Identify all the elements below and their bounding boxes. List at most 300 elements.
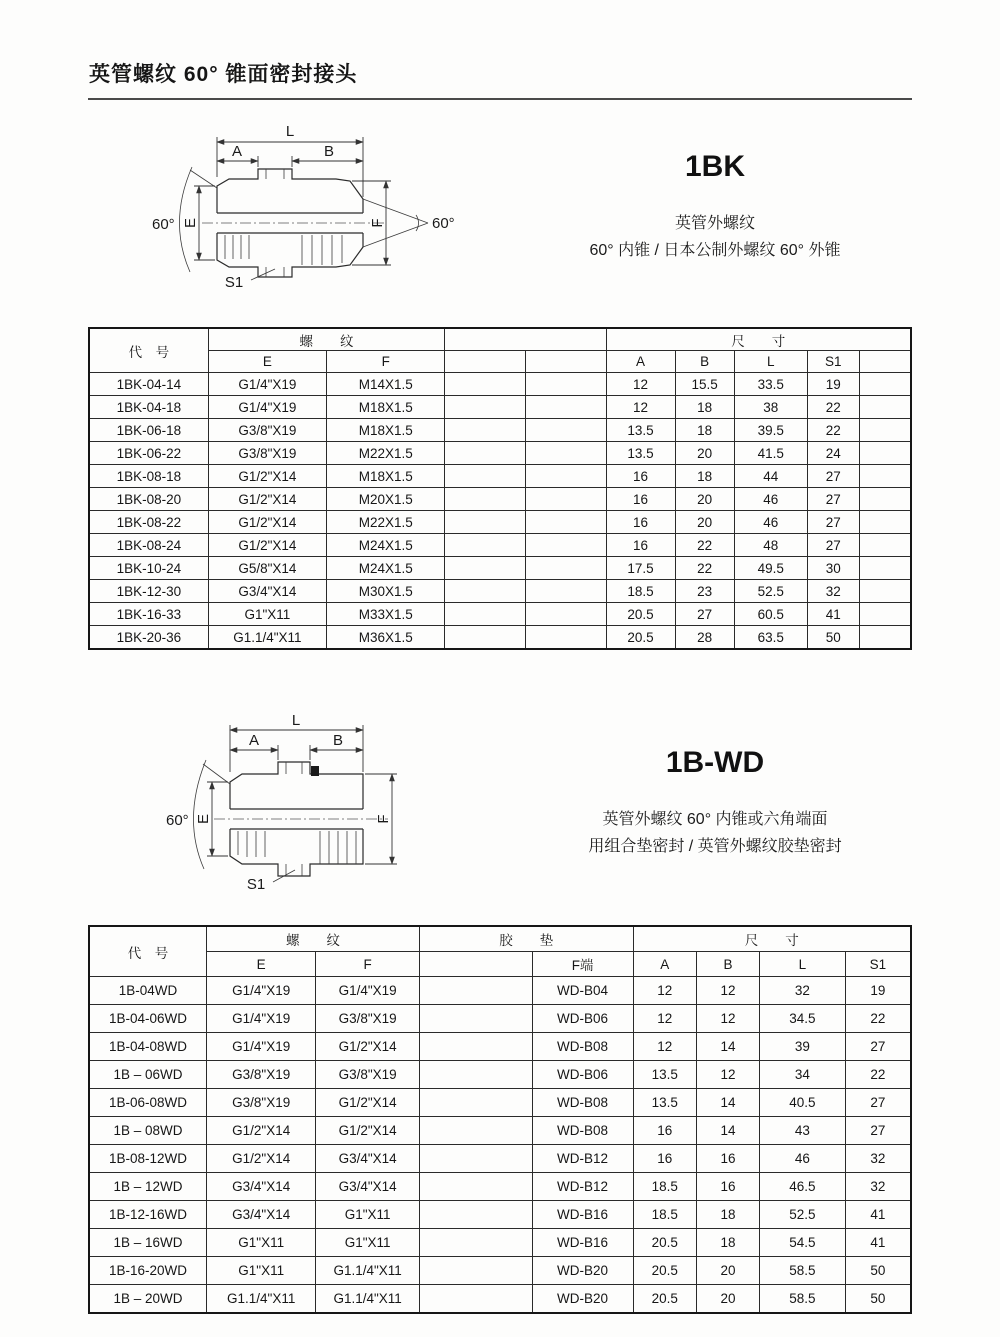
fitting-diagram-1b-wd: [88, 710, 518, 909]
table-row: [89, 373, 911, 396]
table-row: [89, 419, 911, 442]
table-row: [89, 557, 911, 580]
table-cell: 1BK-08-22: [89, 511, 208, 534]
table-cell: 40.5: [760, 1089, 845, 1117]
table-cell: WD-B06: [532, 1061, 633, 1089]
table-cell: M33X1.5: [327, 603, 445, 626]
table-cell: G1/2"X14: [208, 534, 326, 557]
table-cell: 13.5: [633, 1089, 696, 1117]
table-cell: 27: [807, 511, 859, 534]
table-cell: G1/2"X14: [208, 465, 326, 488]
spec-table-1b-wd: [88, 925, 912, 1314]
table-cell: 16: [606, 465, 675, 488]
table-cell: 18: [675, 465, 734, 488]
table-cell: 16: [606, 488, 675, 511]
table-cell: 52.5: [760, 1201, 845, 1229]
table-cell: 1B-12-16WD: [89, 1201, 207, 1229]
table-cell: 1BK-08-18: [89, 465, 208, 488]
table-cell: 41: [845, 1201, 911, 1229]
table-cell: G1/2"X14: [207, 1145, 316, 1173]
table-cell: [859, 419, 911, 442]
table-cell: 41: [807, 603, 859, 626]
table-row: [89, 977, 911, 1005]
table-cell: 18.5: [606, 580, 675, 603]
table-row: [89, 1173, 911, 1201]
dim-a-label: A: [231, 143, 243, 160]
table-cell: [445, 603, 526, 626]
table-cell: [445, 511, 526, 534]
table-cell: [859, 373, 911, 396]
table-cell: [419, 1257, 532, 1285]
table-cell: [859, 465, 911, 488]
section-1b-wd: [88, 710, 912, 1314]
seal-ring-icon: [311, 766, 319, 776]
section-1bk: [88, 114, 912, 650]
table-sub-header-row: [89, 351, 911, 373]
table-cell: 1BK-04-18: [89, 396, 208, 419]
table-cell: 20: [696, 1257, 759, 1285]
table-cell: 22: [807, 419, 859, 442]
table-cell: 12: [696, 1061, 759, 1089]
table-cell: WD-B20: [532, 1285, 633, 1314]
table-cell: M30X1.5: [327, 580, 445, 603]
col-header-f-end: F端: [532, 952, 633, 977]
table-cell: 32: [760, 977, 845, 1005]
table-cell: G1/4"X19: [208, 373, 326, 396]
table-cell: 1B – 12WD: [89, 1173, 207, 1201]
col-header-blank2: [525, 351, 606, 373]
table-cell: 50: [845, 1257, 911, 1285]
table-cell: 49.5: [734, 557, 807, 580]
col-group-dims: 尺 寸: [633, 926, 911, 952]
table-cell: G3/8"X19: [208, 442, 326, 465]
table-cell: 13.5: [606, 419, 675, 442]
table-cell: 41.5: [734, 442, 807, 465]
table-cell: 48: [734, 534, 807, 557]
dim-s1-label: S1: [246, 876, 266, 893]
table-row: [89, 1201, 911, 1229]
table-cell: 22: [845, 1005, 911, 1033]
table-cell: 1BK-06-18: [89, 419, 208, 442]
table-cell: 27: [807, 465, 859, 488]
angle-left-label: 60°: [152, 216, 175, 233]
table-cell: M20X1.5: [327, 488, 445, 511]
table-row: [89, 1061, 911, 1089]
col-header-l: L: [760, 952, 845, 977]
col-header-s1: S1: [845, 952, 911, 977]
table-cell: G3/4"X14: [207, 1201, 316, 1229]
table-cell: G1/2"X14: [316, 1089, 420, 1117]
table-cell: 15.5: [675, 373, 734, 396]
table-cell: 27: [845, 1033, 911, 1061]
model-code-1bk: 1BK: [684, 150, 745, 183]
col-header-b: B: [696, 952, 759, 977]
table-cell: 1B – 08WD: [89, 1117, 207, 1145]
table-cell: [419, 1201, 532, 1229]
fitting-drawing-icon: [132, 120, 472, 306]
table-cell: 20.5: [606, 603, 675, 626]
table-cell: [525, 511, 606, 534]
table-cell: M22X1.5: [327, 511, 445, 534]
table-cell: 22: [845, 1061, 911, 1089]
table-cell: 16: [696, 1145, 759, 1173]
spec-table-1bk: [88, 327, 912, 650]
col-header-blank1: [445, 351, 526, 373]
table-cell: G1"X11: [207, 1257, 316, 1285]
table-cell: 16: [606, 511, 675, 534]
model-desc-line1: 英管外螺纹 60° 内锥或六角端面: [602, 811, 828, 828]
table-cell: [525, 603, 606, 626]
section-1b-wd-top: [88, 710, 912, 909]
table-cell: 19: [845, 977, 911, 1005]
table-cell: 46: [734, 511, 807, 534]
table-cell: [525, 442, 606, 465]
catalog-page: [88, 0, 912, 1314]
table-cell: 1B-04WD: [89, 977, 207, 1005]
table-cell: [525, 419, 606, 442]
table-cell: M18X1.5: [327, 396, 445, 419]
table-row: [89, 1145, 911, 1173]
table-cell: 63.5: [734, 626, 807, 650]
table-cell: M24X1.5: [327, 557, 445, 580]
table-row: [89, 396, 911, 419]
table-cell: 14: [696, 1117, 759, 1145]
table-cell: 50: [807, 626, 859, 650]
table-cell: [445, 465, 526, 488]
table-sub-header-row: [89, 952, 911, 977]
model-desc-line2: 用组合垫密封 / 英管外螺纹胶垫密封: [588, 838, 842, 856]
table-cell: WD-B08: [532, 1089, 633, 1117]
table-cell: [525, 488, 606, 511]
table-cell: 20: [675, 511, 734, 534]
table-row: [89, 488, 911, 511]
table-cell: [859, 511, 911, 534]
table-cell: M22X1.5: [327, 442, 445, 465]
table-cell: [445, 419, 526, 442]
table-cell: 18: [696, 1229, 759, 1257]
table-cell: 16: [606, 534, 675, 557]
table-cell: [859, 580, 911, 603]
table-cell: [419, 1173, 532, 1201]
table-cell: [445, 442, 526, 465]
table-cell: 41: [845, 1229, 911, 1257]
table-cell: G5/8"X14: [208, 557, 326, 580]
table-cell: 1BK-10-24: [89, 557, 208, 580]
col-header-f: F: [327, 351, 445, 373]
table-cell: G1.1/4"X11: [316, 1285, 420, 1314]
table-cell: 38: [734, 396, 807, 419]
section-1bk-info: [518, 114, 912, 264]
table-cell: 12: [606, 373, 675, 396]
table-row: [89, 1257, 911, 1285]
table-cell: G1.1/4"X11: [316, 1257, 420, 1285]
table-cell: 39.5: [734, 419, 807, 442]
table-cell: 12: [633, 1033, 696, 1061]
fitting-diagram-1bk: [88, 114, 518, 311]
table-cell: G3/8"X19: [316, 1005, 420, 1033]
table-cell: [525, 626, 606, 650]
table-cell: 1B-04-08WD: [89, 1033, 207, 1061]
table-cell: [419, 1117, 532, 1145]
table-row: [89, 511, 911, 534]
table-cell: WD-B12: [532, 1173, 633, 1201]
table-cell: 60.5: [734, 603, 807, 626]
table-cell: 1BK-04-14: [89, 373, 208, 396]
table-cell: WD-B06: [532, 1005, 633, 1033]
dim-f-label: F: [375, 814, 392, 824]
table-cell: 44: [734, 465, 807, 488]
table-cell: [445, 534, 526, 557]
table-cell: G3/8"X19: [207, 1089, 316, 1117]
model-desc-line1: 英管外螺纹: [674, 215, 755, 232]
table-cell: 18.5: [633, 1201, 696, 1229]
table-cell: WD-B08: [532, 1033, 633, 1061]
table-cell: 34: [760, 1061, 845, 1089]
table-cell: [445, 557, 526, 580]
col-header-l: L: [734, 351, 807, 373]
dim-b-label: B: [332, 732, 344, 749]
table-cell: 14: [696, 1089, 759, 1117]
table-cell: G1/4"X19: [208, 396, 326, 419]
table-cell: 22: [807, 396, 859, 419]
table-cell: WD-B16: [532, 1229, 633, 1257]
table-cell: [419, 1061, 532, 1089]
col-group-seal: 胶 垫: [419, 926, 633, 952]
table-cell: 16: [633, 1145, 696, 1173]
table-cell: 18: [675, 419, 734, 442]
table-cell: WD-B04: [532, 977, 633, 1005]
dim-f-label: F: [369, 218, 386, 228]
table-row: [89, 534, 911, 557]
table-cell: 12: [696, 977, 759, 1005]
table-row: [89, 603, 911, 626]
table-cell: 46: [734, 488, 807, 511]
table-cell: 34.5: [760, 1005, 845, 1033]
col-header-code: 代 号: [89, 926, 207, 977]
table-cell: G1"X11: [207, 1229, 316, 1257]
table-row: [89, 1285, 911, 1314]
table-cell: 1B – 20WD: [89, 1285, 207, 1314]
table-cell: G1/4"X19: [207, 977, 316, 1005]
table-cell: WD-B08: [532, 1117, 633, 1145]
table-cell: 24: [807, 442, 859, 465]
table-cell: G1/2"X14: [316, 1033, 420, 1061]
col-header-b: B: [675, 351, 734, 373]
table-cell: G1/4"X19: [316, 977, 420, 1005]
col-group-blank: [445, 328, 606, 351]
table-cell: M24X1.5: [327, 534, 445, 557]
table-cell: M18X1.5: [327, 419, 445, 442]
table-cell: WD-B16: [532, 1201, 633, 1229]
table-cell: 20.5: [633, 1229, 696, 1257]
table-group-header-row: [89, 328, 911, 351]
table-cell: 16: [696, 1173, 759, 1201]
col-group-thread: 螺 纹: [208, 328, 445, 351]
table-cell: 1B-08-12WD: [89, 1145, 207, 1173]
table-cell: [445, 488, 526, 511]
table-cell: 13.5: [633, 1061, 696, 1089]
table-cell: [859, 396, 911, 419]
section-1bk-top: [88, 114, 912, 311]
table-cell: G3/8"X19: [208, 419, 326, 442]
table-cell: G1.1/4"X11: [207, 1285, 316, 1314]
table-cell: [419, 977, 532, 1005]
table-row: [89, 580, 911, 603]
table-cell: G3/4"X14: [207, 1173, 316, 1201]
table-cell: [525, 373, 606, 396]
table-cell: 20: [696, 1285, 759, 1314]
table-cell: 46: [760, 1145, 845, 1173]
col-header-s1: S1: [807, 351, 859, 373]
table-cell: 17.5: [606, 557, 675, 580]
table-cell: M36X1.5: [327, 626, 445, 650]
dim-e-label: E: [182, 217, 199, 229]
table-cell: 13.5: [606, 442, 675, 465]
table-cell: 20.5: [606, 626, 675, 650]
table-cell: 14: [696, 1033, 759, 1061]
table-cell: G1/4"X19: [207, 1033, 316, 1061]
table-row: [89, 1005, 911, 1033]
table-cell: 1BK-08-24: [89, 534, 208, 557]
table-cell: 27: [807, 534, 859, 557]
table-cell: [525, 465, 606, 488]
model-desc-line2: 60° 内锥 / 日本公制外螺纹 60° 外锥: [589, 242, 841, 260]
table-cell: 28: [675, 626, 734, 650]
table-cell: [419, 1005, 532, 1033]
section-1b-wd-info: [518, 710, 912, 860]
table-cell: 27: [845, 1117, 911, 1145]
table-cell: M14X1.5: [327, 373, 445, 396]
table-cell: [445, 626, 526, 650]
table-cell: 1B-16-20WD: [89, 1257, 207, 1285]
table-cell: 22: [675, 557, 734, 580]
angle-left-label: 60°: [166, 812, 189, 829]
table-cell: WD-B12: [532, 1145, 633, 1173]
table-cell: 20: [675, 442, 734, 465]
table-row: [89, 1229, 911, 1257]
table-cell: [419, 1089, 532, 1117]
col-header-blank3: [859, 351, 911, 373]
table-cell: 1B – 16WD: [89, 1229, 207, 1257]
col-header-a: A: [633, 952, 696, 977]
table-cell: [419, 1033, 532, 1061]
table-cell: 32: [807, 580, 859, 603]
dim-e-label: E: [195, 813, 212, 825]
table-cell: 33.5: [734, 373, 807, 396]
table-cell: [525, 557, 606, 580]
table-cell: 1B-06-08WD: [89, 1089, 207, 1117]
table-cell: 23: [675, 580, 734, 603]
table-cell: [525, 396, 606, 419]
table-cell: [859, 626, 911, 650]
table-cell: M18X1.5: [327, 465, 445, 488]
table-cell: 18.5: [633, 1173, 696, 1201]
table-cell: G1/2"X14: [208, 488, 326, 511]
fitting-drawing-icon: [148, 712, 458, 904]
table-cell: 1BK-08-20: [89, 488, 208, 511]
table-cell: [445, 396, 526, 419]
table-cell: G1"X11: [316, 1201, 420, 1229]
table-cell: 22: [675, 534, 734, 557]
col-header-code: 代 号: [89, 328, 208, 373]
col-header-f: F: [316, 952, 420, 977]
table-cell: 1B – 06WD: [89, 1061, 207, 1089]
table-cell: 1B-04-06WD: [89, 1005, 207, 1033]
table-cell: 27: [845, 1089, 911, 1117]
table-cell: [445, 580, 526, 603]
table-cell: [859, 488, 911, 511]
table-cell: 54.5: [760, 1229, 845, 1257]
table-cell: [859, 534, 911, 557]
table-row: [89, 626, 911, 650]
col-group-dims: 尺 寸: [606, 328, 911, 351]
table-cell: 1BK-20-36: [89, 626, 208, 650]
table-cell: G1.1/4"X11: [208, 626, 326, 650]
table-cell: 12: [606, 396, 675, 419]
table-cell: G1"X11: [316, 1229, 420, 1257]
table-cell: 27: [675, 603, 734, 626]
table-cell: [525, 534, 606, 557]
dim-l-label: L: [291, 712, 301, 729]
table-cell: G1"X11: [208, 603, 326, 626]
table-cell: 32: [845, 1145, 911, 1173]
table-cell: [419, 1229, 532, 1257]
table-cell: 1BK-16-33: [89, 603, 208, 626]
table-cell: [419, 1285, 532, 1314]
table-cell: 19: [807, 373, 859, 396]
model-code-1b-wd: 1B-WD: [665, 746, 765, 779]
table-cell: WD-B20: [532, 1257, 633, 1285]
section-spacer: [88, 650, 912, 706]
table-cell: 27: [807, 488, 859, 511]
table-cell: 52.5: [734, 580, 807, 603]
table-cell: [859, 442, 911, 465]
table-cell: G3/8"X19: [316, 1061, 420, 1089]
col-header-e: E: [207, 952, 316, 977]
table-cell: 46.5: [760, 1173, 845, 1201]
table-cell: 58.5: [760, 1257, 845, 1285]
table-cell: G3/4"X14: [316, 1145, 420, 1173]
table-cell: [525, 580, 606, 603]
table-cell: 20: [675, 488, 734, 511]
col-header-a: A: [606, 351, 675, 373]
table-cell: [859, 603, 911, 626]
table-cell: 30: [807, 557, 859, 580]
page-title: 英管螺纹 60° 锥面密封接头: [89, 63, 358, 86]
table-cell: [419, 1145, 532, 1173]
table-cell: 12: [633, 1005, 696, 1033]
table-cell: [859, 557, 911, 580]
table-cell: 18: [675, 396, 734, 419]
table-cell: 12: [633, 977, 696, 1005]
table-cell: 58.5: [760, 1285, 845, 1314]
table-cell: 43: [760, 1117, 845, 1145]
table-cell: G1/2"X14: [316, 1117, 420, 1145]
table-row: [89, 465, 911, 488]
dim-s1-label: S1: [224, 274, 244, 291]
col-group-thread: 螺 纹: [207, 926, 420, 952]
col-header-blank1: [419, 952, 532, 977]
title-divider: [88, 98, 912, 100]
table-row: [89, 1033, 911, 1061]
table-cell: G1/2"X14: [208, 511, 326, 534]
table-cell: 32: [845, 1173, 911, 1201]
table-cell: 20.5: [633, 1257, 696, 1285]
angle-right-label: 60°: [432, 215, 455, 232]
table-cell: G3/4"X14: [316, 1173, 420, 1201]
table-cell: G3/8"X19: [207, 1061, 316, 1089]
table-row: [89, 442, 911, 465]
